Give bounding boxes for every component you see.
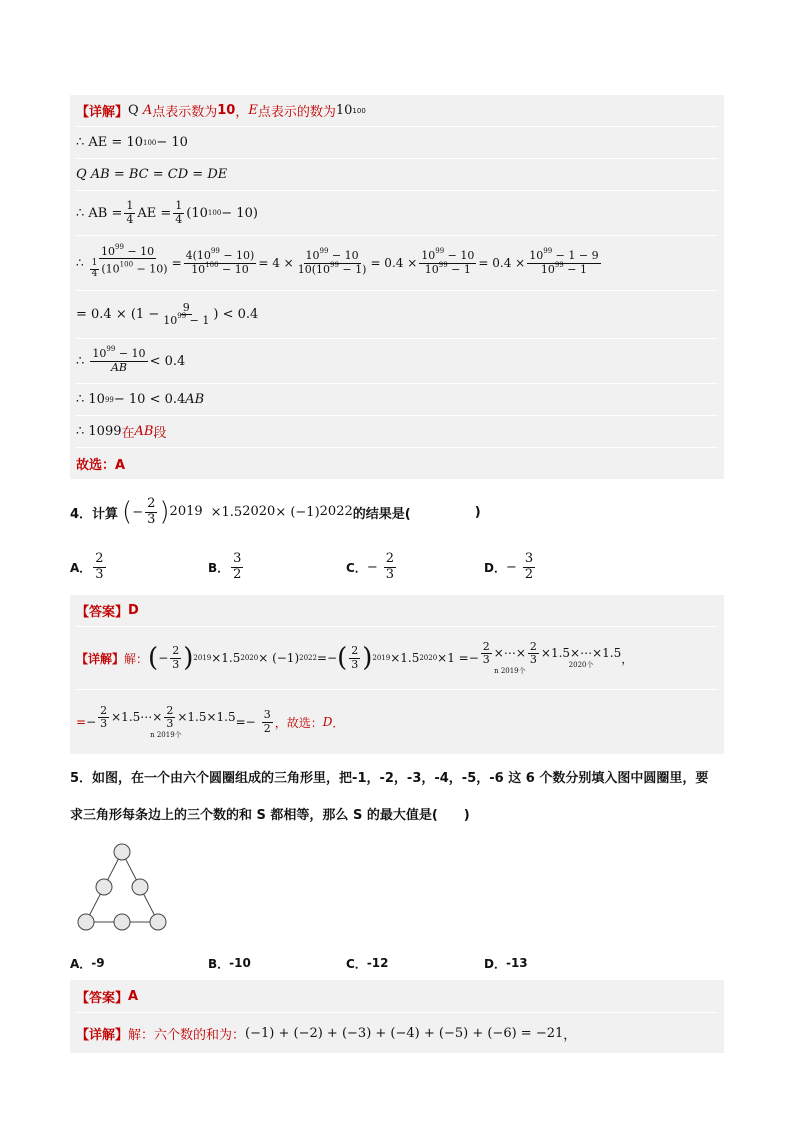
q5-line-2: 求三角形每条边上的三个数的和 S 都相等，那么 S 的最大值是( ): [70, 808, 470, 823]
triangle-figure: [70, 834, 724, 948]
circle-left-mid: [96, 879, 112, 895]
close-paren: ): [474, 504, 481, 520]
equals: =: [171, 256, 182, 270]
q4-stem: 4．计算 ( − $\frac{2}{3}$ ) 2019 ×1.5 2020 × (−1) 2022 的结果是( ): [70, 496, 481, 527]
circle-bottom-left: [78, 914, 94, 930]
value: 10: [217, 103, 236, 118]
equation: ∴ 10: [76, 392, 105, 407]
fraction: $\frac{9}{10^{99} - 1}$: [163, 300, 210, 327]
q5-option-d[interactable]: D． -13: [484, 956, 528, 971]
equation: = 0.4 ×: [478, 256, 526, 270]
equation: = 0.4 ×: [370, 256, 418, 270]
detail-text: 解：六个数的和为：: [128, 1027, 246, 1043]
q3-detail-line-4: ∴ AB = $\frac{1}{4}$ AE = $\frac{1}{4}$ (10 100 − 10): [76, 191, 718, 236]
q3-detail-line-6: [76, 291, 718, 339]
fraction: $\frac{10^{99} - 10}{10(10^{99} - 1)}$: [297, 247, 367, 276]
detail-tag: 【详解】: [76, 1027, 129, 1043]
equation: < 0.4: [149, 353, 186, 369]
q3-detail-band: [70, 95, 724, 479]
q4-detail-line-1: 【详解】 解： ( − $\frac{2}{3}$ ) 2019 ×1.5 2020 × (−1) 2022 =− ( $\frac{2}{3}$ ) 2019 ×1.5 2020 ×1 = − $\frac{2}{3}$ ×⋯× $\frac{2}{3}$ n 2019个 ×1.5×⋯×1.5 2020个 ，: [76, 627, 718, 690]
q4-detail-line-2: = − $\frac{2}{3}$ ×1.5⋯× $\frac{2}{3}$ ×1.5×1.5 n 2019个 =− $\frac{3}{2}$ ，故选： D ．: [76, 703, 345, 739]
equation: − 10): [221, 205, 258, 221]
answer-tag: 【答案】: [76, 605, 129, 620]
fraction: $\frac{4(10^{99} - 10)}{10^{100} - 10}$: [185, 247, 255, 276]
circle-bottom-mid: [114, 914, 130, 930]
equation: ×1.5: [210, 504, 243, 520]
detail-tag: 【详解】: [76, 651, 125, 666]
q4-prefix: 4．计算: [70, 506, 119, 522]
fraction: $\frac{1}{4}$: [175, 199, 183, 226]
equation: ∴ 10: [76, 424, 105, 439]
circle-right-mid: [132, 879, 148, 895]
q3-detail-line-7: [76, 339, 718, 384]
answer-value: D: [128, 603, 139, 618]
point-a: A: [142, 103, 153, 118]
point-e: E: [248, 103, 258, 118]
q4-answer-line: [76, 595, 718, 627]
fraction: $\frac{1}{4}$: [126, 199, 134, 226]
fraction: $\frac{10^{99} - 10}{10^{99} - 1}$: [421, 247, 475, 276]
segment-ab: AB: [185, 392, 205, 407]
equation: − 10: [156, 135, 188, 150]
q5-option-a[interactable]: A． -9: [70, 956, 105, 971]
comma: ，: [563, 1027, 577, 1043]
q5-line-1: 5．如图，在一个由六个圆圈组成的三角形里，把-1，-2，-3，-4，-5，-6 这 6 个数分别填入图中圆圈里，要: [70, 771, 709, 786]
circle-bottom-right: [150, 914, 166, 930]
q5-options: [70, 948, 724, 978]
q4-options: [70, 545, 724, 589]
q3-detail-line-9: ∴ 10 99 在 AB 段: [76, 416, 718, 448]
equation: ∴ AB =: [76, 205, 123, 221]
equation: ) < 0.4: [213, 307, 259, 322]
equation: − 10 < 0.4: [113, 392, 186, 407]
answer-tag: 【答案】: [76, 990, 129, 1006]
q3-detail-line-2: ∴ AE = 10 100 − 10: [76, 127, 718, 159]
equation: Q AB = BC = CD = DE: [76, 167, 228, 182]
text: ，: [235, 105, 249, 120]
text: 点表示数为: [152, 105, 218, 120]
equation: = 4 ×: [258, 256, 294, 270]
minus: −: [132, 504, 144, 520]
q4-suffix: 的结果是(: [352, 506, 411, 522]
therefore: ∴: [76, 256, 84, 270]
value: 10: [335, 103, 353, 118]
detail-tag: 【详解】: [76, 105, 129, 120]
q3-detail-line-3: [76, 159, 718, 191]
because-symbol: Q: [128, 103, 139, 118]
q5-option-b[interactable]: B． -10: [208, 956, 251, 971]
fraction: $10^{99} - 10$ $\frac{1}{4}$ $(10^{100} - 10)$: [91, 243, 168, 280]
fraction: $\frac{2}{3}$: [147, 496, 156, 527]
answer-choice: 故选：A: [76, 458, 126, 473]
q4-option-d[interactable]: D． − $\frac{3}{2}$: [484, 551, 534, 582]
q4-option-c[interactable]: C． − $\frac{2}{3}$: [346, 551, 394, 582]
equation: = 0.4 × (1 −: [76, 307, 160, 322]
q5-answer-line: [76, 980, 718, 1013]
q3-answer-line: [76, 448, 718, 479]
equation: AE =: [137, 205, 172, 221]
q5-answer-band: [70, 980, 724, 1053]
equation: × (−1): [275, 504, 320, 520]
equation: (10: [186, 205, 208, 221]
q3-detail-line-5: [76, 236, 718, 291]
circle-triangle-diagram: [72, 840, 192, 940]
q5-detail-line: [76, 1013, 718, 1053]
q4-answer-band: [70, 595, 724, 754]
answer-value: A: [128, 988, 139, 1004]
segment-ab: AB: [134, 424, 154, 439]
q5-stem: [70, 760, 724, 834]
q3-detail-line-8: ∴ 10 99 − 10 < 0.4 AB: [76, 384, 718, 416]
q3-detail-line-1: 【详解】 Q A 点表示数为 10 ， E 点表示的数为 10 100: [76, 95, 718, 127]
equation: ∴ AE = 10: [76, 135, 143, 150]
q4-option-b[interactable]: B． $\frac{3}{2}$: [208, 551, 242, 582]
sum-equation: (−1) + (−2) + (−3) + (−4) + (−5) + (−6) = −21: [245, 1025, 564, 1041]
circle-top: [114, 844, 130, 860]
solution-label: 解：: [124, 651, 149, 666]
therefore: ∴: [76, 353, 85, 369]
text: 在: [121, 426, 135, 441]
q5-option-c[interactable]: C． -12: [346, 956, 389, 971]
q4-option-a[interactable]: A． $\frac{2}{3}$: [70, 551, 104, 582]
fraction: $\frac{10^{99} - 10}{AB}$: [92, 345, 146, 374]
text: 段: [153, 426, 167, 441]
fraction: $\frac{10^{99} - 1 - 9}{10^{99} - 1}$: [529, 247, 599, 276]
text: 点表示的数为: [257, 105, 336, 120]
